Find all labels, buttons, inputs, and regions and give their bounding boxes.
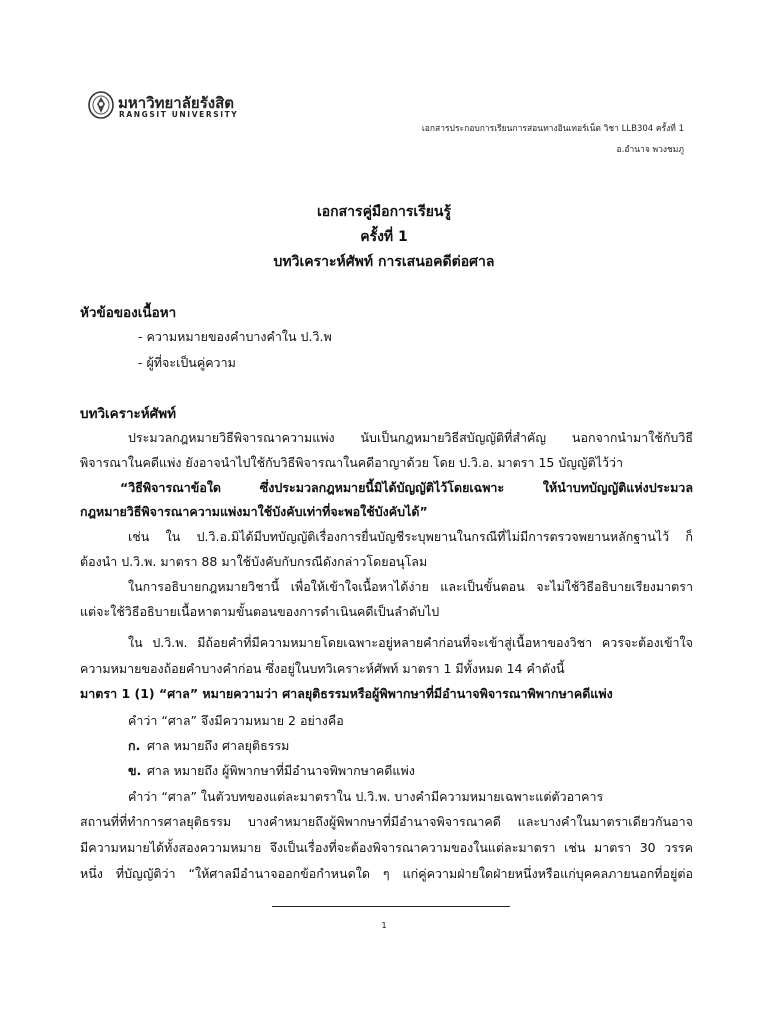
page-number: 1 <box>381 921 387 930</box>
university-name-english: RANGSIT UNIVERSITY <box>119 110 239 119</box>
paragraph-line: ต้องนำ ป.วิ.พ. มาตรา 88 มาใช้บังคับกับกรณีดังกล่าวโดยอนุโลม <box>80 554 428 569</box>
list-item: ศาล หมายถึง ผู้พิพากษาที่มีอำนาจพิพากษาคดีแพ่ง <box>147 763 415 778</box>
paragraph-line: คำว่า “ศาล” จึงมีความหมาย 2 อย่างคือ <box>128 713 344 728</box>
footnote-divider <box>272 906 510 907</box>
list-item: ศาล หมายถึง ศาลยุติธรรม <box>147 738 290 753</box>
paragraph-line: มีความหมายได้ทั้งสองความหมาย จึงเป็นเรื่องที่จะต้องพิจารณาความของในแต่ละมาตรา เช่น มาตรา 30 วรรค <box>80 840 693 855</box>
paragraph-line: คำว่า “ศาล” ในตัวบทของแต่ละมาตราใน ป.วิ.พ. บางคำมีความหมายเฉพาะแต่ตัวอาคาร <box>128 789 604 804</box>
analysis-heading: บทวิเคราะห์ศัพท์ <box>80 406 177 422</box>
quoted-law: กฎหมายวิธีพิจารณาความแพ่งมาใช้บังคับเท่าที่จะพอใช้บังคับได้” <box>80 504 428 519</box>
paragraph-line: พิจารณาในคดีแพ่ง ยังอาจนำไปใช้กับวิธีพิจารณาในคดีอาญาด้วย โดย ป.วิ.อ. มาตรา 15 บัญญัติไว้ว่า <box>80 455 624 470</box>
paragraph-line: ในการอธิบายกฎหมายวิชานี้ เพื่อให้เข้าใจเนื้อหาได้ง่าย และเป็นขั้นตอน จะไม่ใช้วิธีอธิบายเรียงมาตรา <box>128 579 693 594</box>
topics-heading: หัวข้อของเนื้อหา <box>80 305 177 321</box>
list-marker: ก. <box>128 738 141 753</box>
topic-item: - ความหมายของคำบางคำใน ป.วิ.พ <box>138 329 332 344</box>
paragraph-line: สถานที่ที่ทำการศาลยุติธรรม บางคำหมายถึงผู้พิพากษาที่มีอำนาจพิจารณาคดี และบางคำในมาตราเดียวกันอาจ <box>80 814 693 829</box>
topic-item: - ผู้ที่จะเป็นคู่ความ <box>138 355 236 370</box>
university-seal-icon <box>88 91 114 119</box>
lesson-topic: บทวิเคราะห์ศัพท์ การเสนอคดีต่อศาล <box>273 254 495 270</box>
author-name: อ.อำนาจ พวงชมภู <box>616 145 684 155</box>
list-marker: ข. <box>128 763 142 778</box>
university-logo <box>88 91 248 121</box>
university-name-thai: มหาวิทยาลัยรังสิต <box>118 94 234 112</box>
section-heading: มาตรา 1 (1) “ศาล” หมายความว่า ศาลยุติธรรมหรือผู้พิพากษาที่มีอำนาจพิจารณาพิพากษาคดีแพ่ง <box>80 686 613 701</box>
paragraph-line: แต่จะใช้วิธีอธิบายเนื้อหาตามขั้นตอนของการดำเนินคดีเป็นลำดับไป <box>80 604 440 619</box>
document-info: เอกสารประกอบการเรียนการสอนทางอินเทอร์เน็ต วิชา LLB304 ครั้งที่ 1 <box>421 124 684 134</box>
paragraph-line: ประมวลกฎหมายวิธีพิจารณาความแพ่ง นับเป็นกฎหมายวิธีสบัญญัติที่สำคัญ นอกจากนำมาใช้กับวิธี <box>128 430 693 445</box>
doc-title: เอกสารคู่มือการเรียนรู้ <box>316 204 452 220</box>
paragraph-line: ความหมายของถ้อยคำบางคำก่อน ซึ่งอยู่ในบทวิเคราะห์ศัพท์ มาตรา 1 มีทั้งหมด 14 คำดังนี้ <box>80 661 565 676</box>
lesson-number: ครั้งที่ 1 <box>360 229 408 245</box>
paragraph-line: เช่น ใน ป.วิ.อ.มิได้มีบทบัญญัติเรื่องการยื่นบัญชีระบุพยานในกรณีที่ไม่มีการตรวจพยานหลักฐานไว้ ก็ <box>128 529 693 544</box>
quoted-law: “วิธีพิจารณาข้อใด ซึ่งประมวลกฎหมายนี้มิได้บัญญัติไว้โดยเฉพาะ ให้นำบทบัญญัติแห่งประมวล <box>120 480 693 495</box>
paragraph-line: หนึ่ง ที่บัญญัติว่า “ให้ศาลมีอำนาจออกข้อกำหนดใด ๆ แก่คู่ความฝ่ายใดฝ่ายหนึ่งหรือแก่บุคคลภายนอกที่อยู่ต่อ <box>80 866 693 881</box>
paragraph-line: ใน ป.วิ.พ. มีถ้อยคำที่มีความหมายโดยเฉพาะอยู่หลายคำก่อนที่จะเข้าสู่เนื้อหาของวิชา ควรจะต้องเข้าใจ <box>128 635 693 650</box>
